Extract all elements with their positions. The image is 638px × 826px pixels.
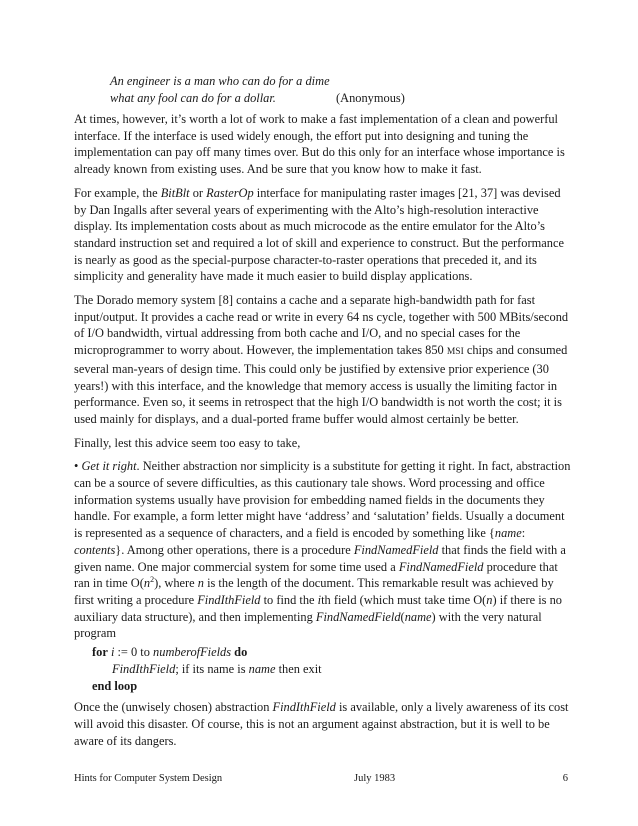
paragraph-get-it-right <box>74 458 574 642</box>
hint-get-it-right: Get it right <box>81 459 137 474</box>
footer-title: Hints for Computer System Design <box>74 773 223 784</box>
code-block <box>92 644 574 694</box>
keyword-do: do <box>234 645 248 660</box>
text-run: then exit <box>275 661 322 676</box>
page-footer <box>74 773 568 787</box>
epigraph-line-2: what any fool can do for a dollar. <box>110 90 276 105</box>
term-findnamedfield: FindNamedField <box>315 609 401 624</box>
text-run: ( <box>400 609 405 624</box>
term-name: name <box>404 609 432 624</box>
text-run: th field (which must take time O( <box>321 592 487 607</box>
text-run: . Neither abstraction nor simplicity is a substitute for getting it right. In fact, abstraction can be a source of severe difficulties, as this cautionary tale shows. Word processing and office information systems usually have provision for embedding named fields in the documents they handle. For example, a form letter might have ‘address’ and ‘salutation’ fields. Usually a document is represented as a sequence of characters, and a field is encoded by something like { <box>74 459 571 541</box>
paragraph-bitblt <box>74 185 574 285</box>
term-n: n <box>486 592 493 607</box>
term-bitblt: BitBlt <box>160 185 190 200</box>
term-i: i <box>317 592 322 607</box>
term-findnamedfield: FindNamedField <box>353 542 439 557</box>
text-run: to find the <box>260 592 318 607</box>
text-run: that finds the field with a given name. One major commercial system for some time used a <box>74 542 566 574</box>
code-var-name: name <box>248 661 276 676</box>
footer-date: July 1983 <box>354 773 396 784</box>
text-run: : <box>521 526 526 541</box>
text-run: Once the (unwisely chosen) abstraction <box>74 700 273 715</box>
text-run: For example, the <box>74 185 161 200</box>
epigraph-attribution: (Anonymous) <box>336 90 405 105</box>
code-line-end <box>92 678 574 695</box>
page-body <box>74 73 574 756</box>
code-call-findithfield: FindIthField <box>112 661 176 676</box>
page-number: 6 <box>562 773 568 784</box>
text-run: }. Among other operations, there is a procedure <box>115 542 354 557</box>
epigraph <box>110 73 574 107</box>
paragraph-fast-implementation: At times, however, it’s worth a lot of work to make a fast implementation of a clean and powerful interface. If the interface is used widely enough, the effort put into designing and tuning the implementation can pay off many times over. But do this only for an interface whose importance is already known from existing uses. And be sure that you know how to make it fast. <box>74 112 565 177</box>
term-rasterop: RasterOp <box>206 185 254 200</box>
term-findnamedfield: FindNamedField <box>398 559 484 574</box>
epigraph-line-1: An engineer is a man who can do for a dime <box>110 74 330 88</box>
term-msi: MSI <box>446 347 464 358</box>
term-contents: contents <box>74 542 116 557</box>
text-run: ) with the very natural program <box>74 609 542 641</box>
text-run: ; if its name is <box>175 661 249 676</box>
term-n: n <box>143 576 151 591</box>
paragraph-abstraction-warning <box>74 699 574 749</box>
text-run: := 0 to <box>114 645 154 660</box>
bullet: • <box>74 459 79 474</box>
superscript-2: 2 <box>150 575 155 585</box>
text-run: chips and consumed several man-years of design time. This could only be justified by extensive prior experience (30 years!) with this interface, and the knowledge that memory access is usually the limiting factor in performance. Even so, it seems in retrospect that the high I/O bandwidth is not worth the cost; it is used mainly for displays, and a dual-ported frame buffer would almost certainly be better. <box>74 343 568 426</box>
term-findithfield: FindIthField <box>197 592 261 607</box>
term-n: n <box>197 576 204 591</box>
code-var-numberoffields: numberofFields <box>153 645 232 660</box>
text-run: interface for manipulating raster images [21, 37] was devised by Dan Ingalls after several years of experimenting with the Alto’s high-resolution interactive display. Its implementation costs about as much microcode as the entire emulator for the Alto’s standard instruction set and required a lot of skill and experience to construct. But the performance is nearly as good as the special-purpose character-to-raster operations that preceded it, and its simplicity and generality have made it much easier to build display applications. <box>74 185 564 284</box>
text-run: The Dorado memory system [8] contains a cache and a separate high-bandwidth path for fast input/output. It provides a cache read or write in every 64 ns cycle, together with 500 MBits/second of I/O bandwidth, virtual addressing from both cache and I/O, and no special cases for the microprogrammer to worry about. However, the implementation takes 850 <box>74 293 569 358</box>
term-name: name <box>494 526 522 541</box>
text-run: ), where <box>154 576 198 591</box>
text-run: is available, only a lively awareness of its cost will avoid this disaster. Of course, this is not an argument against abstraction, but it is well to be aware of its dangers. <box>74 700 569 748</box>
keyword-for: for <box>92 645 108 660</box>
paragraph-dorado <box>74 292 574 428</box>
code-line-body <box>92 661 574 678</box>
term-findithfield: FindIthField <box>272 700 336 715</box>
text-run: ) if there is no auxiliary data structure), and then implementing <box>74 592 562 624</box>
text-run: procedure that ran in time O( <box>74 559 558 591</box>
text-run: is the length of the document. This remarkable result was achieved by first writing a procedure <box>74 576 554 607</box>
paragraph-finally: Finally, lest this advice seem too easy to take, <box>74 435 301 450</box>
code-line-for <box>92 644 574 661</box>
keyword-end-loop: end loop <box>92 678 138 693</box>
code-var-i: i <box>110 645 115 660</box>
text-run: or <box>189 185 207 200</box>
